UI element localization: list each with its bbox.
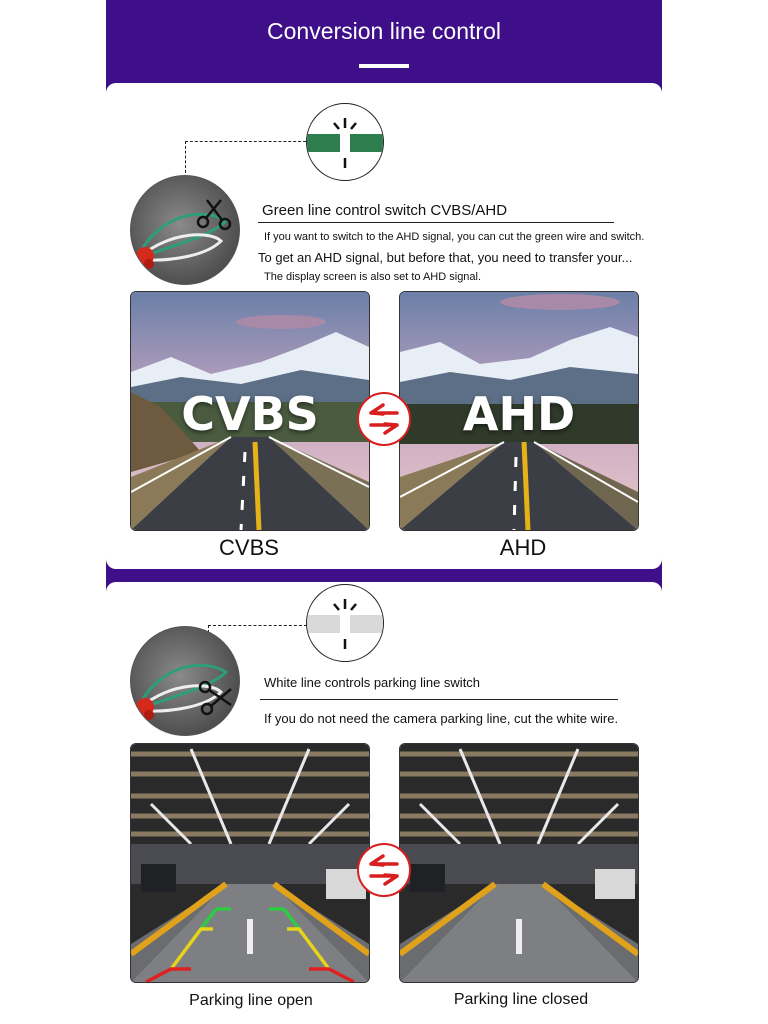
ahd-image bbox=[399, 291, 639, 531]
section1-rule bbox=[258, 222, 614, 223]
cvbs-caption: CVBS bbox=[219, 535, 279, 560]
parking-line-open-caption: Parking line open bbox=[189, 992, 313, 1009]
wire-closeup-green bbox=[130, 175, 240, 285]
cvbs-overlay-label: CVBS bbox=[181, 387, 319, 441]
page-title: Conversion line control bbox=[267, 18, 501, 44]
wire-closeup-white bbox=[130, 626, 240, 736]
section2-heading: White line controls parking line switch bbox=[264, 675, 481, 690]
swap-arrows-icon bbox=[357, 392, 411, 446]
section1-heading: Green line control switch CVBS/AHD bbox=[262, 202, 508, 219]
cut-icon bbox=[306, 584, 384, 662]
parking-line-closed-image bbox=[399, 743, 639, 983]
ahd-overlay-label: AHD bbox=[462, 387, 576, 441]
cut-icon bbox=[306, 103, 384, 181]
scissors-icon bbox=[197, 677, 237, 717]
parking-line-closed-caption: Parking line closed bbox=[453, 991, 589, 1008]
cvbs-image bbox=[130, 291, 370, 531]
section1-line3: The display screen is also set to AHD signal. bbox=[264, 271, 482, 283]
section1-line2: To get an AHD signal, but before that, you need to transfer your... bbox=[258, 250, 633, 265]
ahd-caption: AHD bbox=[499, 535, 547, 560]
section1-line1: If you want to switch to the AHD signal, you can cut the green wire and switch. bbox=[264, 231, 645, 243]
section2-line1: If you do not need the camera parking line, cut the white wire. bbox=[264, 711, 619, 726]
section2-rule bbox=[260, 699, 618, 700]
swap-arrows-icon bbox=[357, 843, 411, 897]
parking-line-open-image bbox=[130, 743, 370, 983]
title-underline bbox=[359, 64, 409, 68]
scissors-icon bbox=[195, 196, 235, 232]
